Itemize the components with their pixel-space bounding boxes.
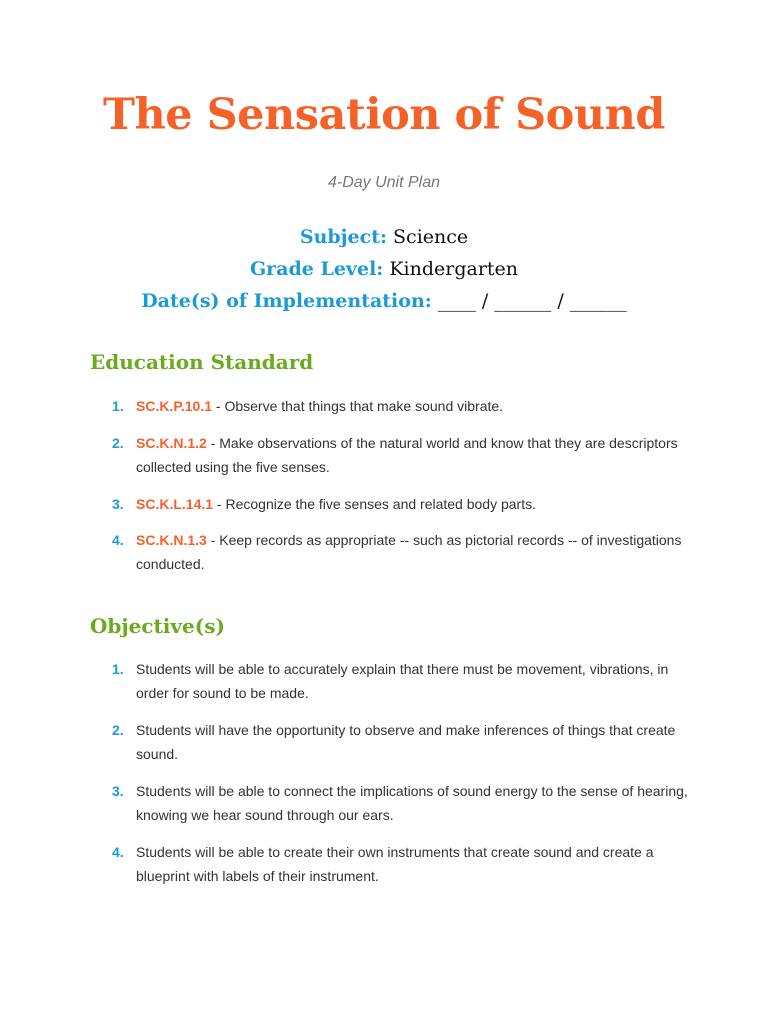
- standard-item: [112, 529, 692, 576]
- subject-line: [0, 226, 768, 248]
- grade-level-value: Kindergarten: [383, 258, 519, 280]
- standard-item: [112, 493, 692, 517]
- list-number: 1.: [112, 661, 124, 677]
- list-number: 4.: [112, 532, 124, 548]
- list-number: 2.: [112, 435, 124, 451]
- subject-value: Science: [387, 226, 469, 248]
- objective-text: Students will have the opportunity to observe and make inferences of things that create sound.: [136, 722, 676, 762]
- standard-code: SC.K.N.1.3: [136, 532, 207, 548]
- standard-description: - Make observations of the natural world and know that they are descriptors collected using the five senses.: [136, 435, 678, 475]
- objective-text: Students will be able to accurately explain that there must be movement, vibrations, in order for sound to be made.: [136, 661, 669, 701]
- list-number: 1.: [112, 398, 124, 414]
- standard-description: - Observe that things that make sound vibrate.: [212, 398, 504, 414]
- subject-label: Subject:: [299, 226, 387, 248]
- standard-item: [112, 395, 692, 419]
- objective-item: [112, 841, 692, 888]
- objective-text: Students will be able to connect the implications of sound energy to the sense of hearing, knowing we hear sound through our ears.: [136, 783, 688, 823]
- objective-item: [112, 658, 692, 705]
- grade-level-line: [0, 258, 768, 280]
- document-title: The Sensation of Sound: [103, 90, 665, 140]
- education-standard-heading: Education Standard: [90, 350, 314, 374]
- standard-description: - Recognize the five senses and related body parts.: [213, 496, 536, 512]
- implementation-dates-line: [0, 290, 768, 312]
- standard-item: [112, 432, 692, 479]
- list-number: 4.: [112, 844, 124, 860]
- standard-description: - Keep records as appropriate -- such as pictorial records -- of investigations conducted.: [136, 532, 682, 572]
- standard-code: SC.K.P.10.1: [136, 398, 213, 414]
- objective-text: Students will be able to create their own instruments that create sound and create a blueprint with labels of their instrument.: [136, 844, 654, 884]
- list-number: 2.: [112, 722, 124, 738]
- objective-item: [112, 780, 692, 827]
- implementation-dates-label: Date(s) of Implementation:: [141, 290, 432, 312]
- objectives-heading: Objective(s): [90, 614, 225, 638]
- objective-item: [112, 719, 692, 766]
- standard-code: SC.K.L.14.1: [136, 496, 214, 512]
- standard-code: SC.K.N.1.2: [136, 435, 207, 451]
- list-number: 3.: [112, 496, 124, 512]
- implementation-dates-blanks: ____ / ______ / ______: [431, 290, 627, 312]
- list-number: 3.: [112, 783, 124, 799]
- grade-level-label: Grade Level:: [249, 258, 384, 280]
- document-subtitle: 4-Day Unit Plan: [327, 174, 441, 191]
